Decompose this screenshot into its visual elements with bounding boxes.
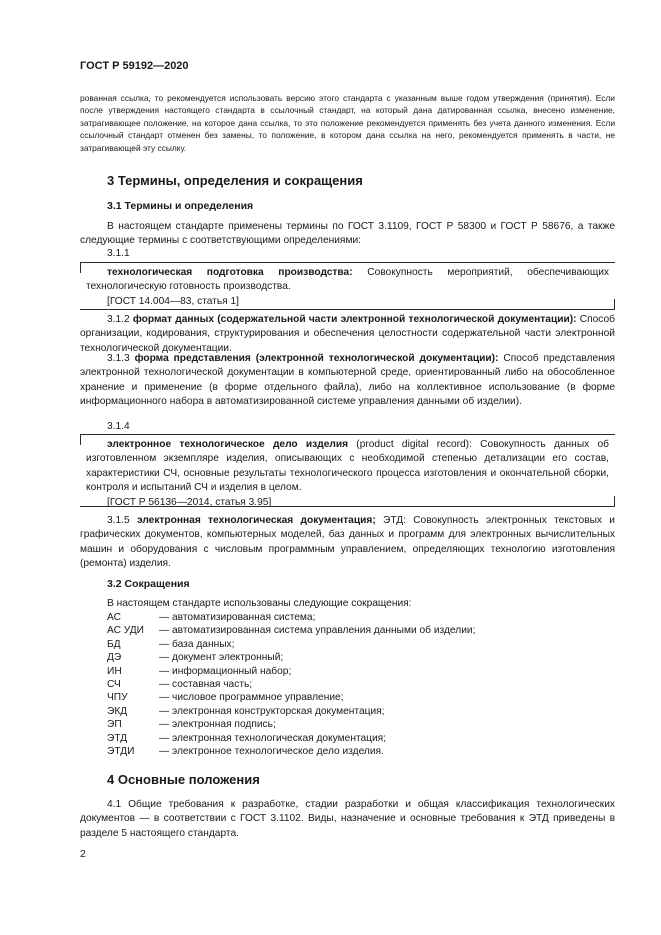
- abbreviation-definition: — электронная технологическая документация;: [159, 732, 387, 744]
- term-3-1-2-definition: Способ организации, кодирования, структурирования и обеспечения целостности содержательной части электронной технологической документации.: [80, 314, 615, 354]
- term-3-1-4-reference: [ГОСТ Р 56136—2014, статья 3.95]: [107, 496, 272, 508]
- abbreviation-code: ИН: [107, 665, 122, 677]
- term-3-1-5-term: электронная технологическая документация;: [136, 515, 376, 526]
- abbreviation-row: [107, 652, 284, 665]
- subsection-3-1-heading: 3.1 Термины и определения: [107, 200, 254, 212]
- term-3-1-1-box: [80, 262, 615, 310]
- abbreviation-code: БД: [107, 638, 121, 650]
- abbreviation-row: [107, 612, 316, 625]
- abbreviation-code: ЭП: [107, 719, 122, 731]
- term-3-1-1-definition: Совокупность мероприятий, обеспечивающих технологическую готовность производства.: [86, 267, 609, 293]
- abbreviation-row: [107, 719, 276, 732]
- subsection-3-2-heading: 3.2 Сокращения: [107, 578, 190, 590]
- abbreviation-code: АС УДИ: [107, 625, 144, 637]
- term-3-1-1-text: [80, 266, 615, 295]
- abbreviation-definition: — автоматизированная система управления данными об изделии;: [159, 625, 476, 637]
- term-3-1-2-term: формат данных (содержательной части электронной технологической документации):: [132, 314, 577, 325]
- term-3-1-4-text: [80, 438, 615, 496]
- term-3-1-3: [80, 352, 615, 410]
- abbreviation-code: ЧПУ: [107, 692, 128, 704]
- abbreviation-code: ЭТД: [107, 732, 128, 744]
- abbreviation-definition: — автоматизированная система;: [159, 612, 316, 623]
- abbreviation-code: СЧ: [107, 679, 121, 690]
- term-3-1-2-number: 3.1.2: [107, 314, 130, 325]
- abbreviation-row: [107, 692, 344, 705]
- term-3-1-1-term: технологическая подготовка производства:: [107, 267, 353, 278]
- term-3-1-3-definition: Способ представления электронной технологической документации в компьютерной среде, ориентированный либо на обособленное хранение и применение (в форме отдельного файла), либо на коллективное использование (в форме информационного набора в автоматизированной системе управления данными об изделии).: [80, 353, 615, 408]
- term-3-1-2: [80, 313, 615, 356]
- term-3-1-5: [80, 514, 615, 572]
- term-3-1-1-number: 3.1.1: [107, 248, 130, 259]
- paragraph-4-1: 4.1 Общие требования к разработке, стадии разработки и общая классификация технологических документов — в соответствии с ГОСТ 3.1102. Виды, назначение и основные требования к ЭТД приведены в разделе 5 настоящего стандарта.: [80, 799, 615, 839]
- abbreviation-code: ДЭ: [107, 652, 122, 664]
- abbreviation-row: [107, 665, 292, 679]
- intro-paragraph: рованная ссылка, то рекомендуется использовать версию этого стандарта с указанным выше годом утверждения (принятия). Если после утверждения настоящего стандарта в ссылочный стандарт, на который дана датированная ссылка, внесено изменение, затрагивающее положение, на которое дана ссылка, то это положение рекомендуется применять без учета данного изменения. Если ссылочный стандарт отменен без замены, то положение, в котором дана ссылка на него, рекомендуется применять в части, не затрагивающей эту ссылку.: [80, 93, 615, 153]
- abbreviation-row: [107, 732, 387, 746]
- abbreviation-definition: — составная часть;: [159, 679, 253, 690]
- term-3-1-4-number: 3.1.4: [107, 421, 130, 432]
- page-number: 2: [80, 848, 86, 860]
- abbreviation-row: [107, 746, 384, 759]
- abbreviation-row: [107, 679, 253, 692]
- term-3-1-4-term: электронное технологическое дело изделия: [107, 439, 349, 450]
- abbreviation-definition: — документ электронный;: [159, 652, 284, 664]
- abbreviation-row: [107, 638, 235, 652]
- subsection-3-1-intro: В настоящем стандарте применены термины по ГОСТ 3.1109, ГОСТ Р 58300 и ГОСТ Р 58676, а также следующие термины с соответствующими определениями:: [80, 221, 615, 247]
- abbreviation-definition: — числовое программное управление;: [159, 692, 344, 704]
- abbreviation-definition: — информационный набор;: [159, 665, 292, 677]
- abbreviation-definition: — электронная конструкторская документация;: [159, 705, 385, 717]
- abbreviation-definition: — база данных;: [159, 638, 235, 650]
- term-3-1-1-reference: [ГОСТ 14.004—83, статья 1]: [107, 295, 240, 307]
- abbreviation-definition: — электронное технологическое дело изделия.: [159, 746, 384, 757]
- term-3-1-5-definition: ЭТД: Совокупность электронных текстовых и графических документов, компьютерных моделей, баз данных и программ для электронных вычислительных машин и оборудования с числовым программным управлением, определяющих технологию изготовления (ремонта) изделия.: [80, 515, 615, 570]
- term-3-1-3-term: форма представления (электронной технологической документации):: [134, 353, 499, 364]
- subsection-3-2-intro: В настоящем стандарте использованы следующие сокращения:: [107, 598, 412, 609]
- abbreviation-row: [107, 625, 476, 638]
- document-header: ГОСТ Р 59192—2020: [80, 60, 189, 72]
- term-3-1-4-definition: (product digital record): Совокупность данных об изготовленном экземпляре изделия, описывающих с необходимой степенью детализации его состав, характеристики СЧ, основные результаты технологического процесса изготовления и окончательной сборки, контроля и испытаний СЧ и изделия в целом.: [86, 439, 609, 494]
- abbreviation-row: [107, 705, 385, 719]
- abbreviation-definition: — электронная подпись;: [159, 719, 276, 731]
- abbreviation-code: ЭКД: [107, 705, 128, 717]
- term-3-1-4-box: [80, 434, 615, 507]
- abbreviation-code: ЭТДИ: [107, 746, 135, 757]
- abbreviation-code: АС: [107, 612, 121, 623]
- section-4-heading: 4 Основные положения: [107, 772, 260, 787]
- term-3-1-3-number: 3.1.3: [107, 353, 130, 364]
- section-3-heading: 3 Термины, определения и сокращения: [107, 173, 363, 188]
- term-3-1-5-number: 3.1.5: [107, 515, 130, 526]
